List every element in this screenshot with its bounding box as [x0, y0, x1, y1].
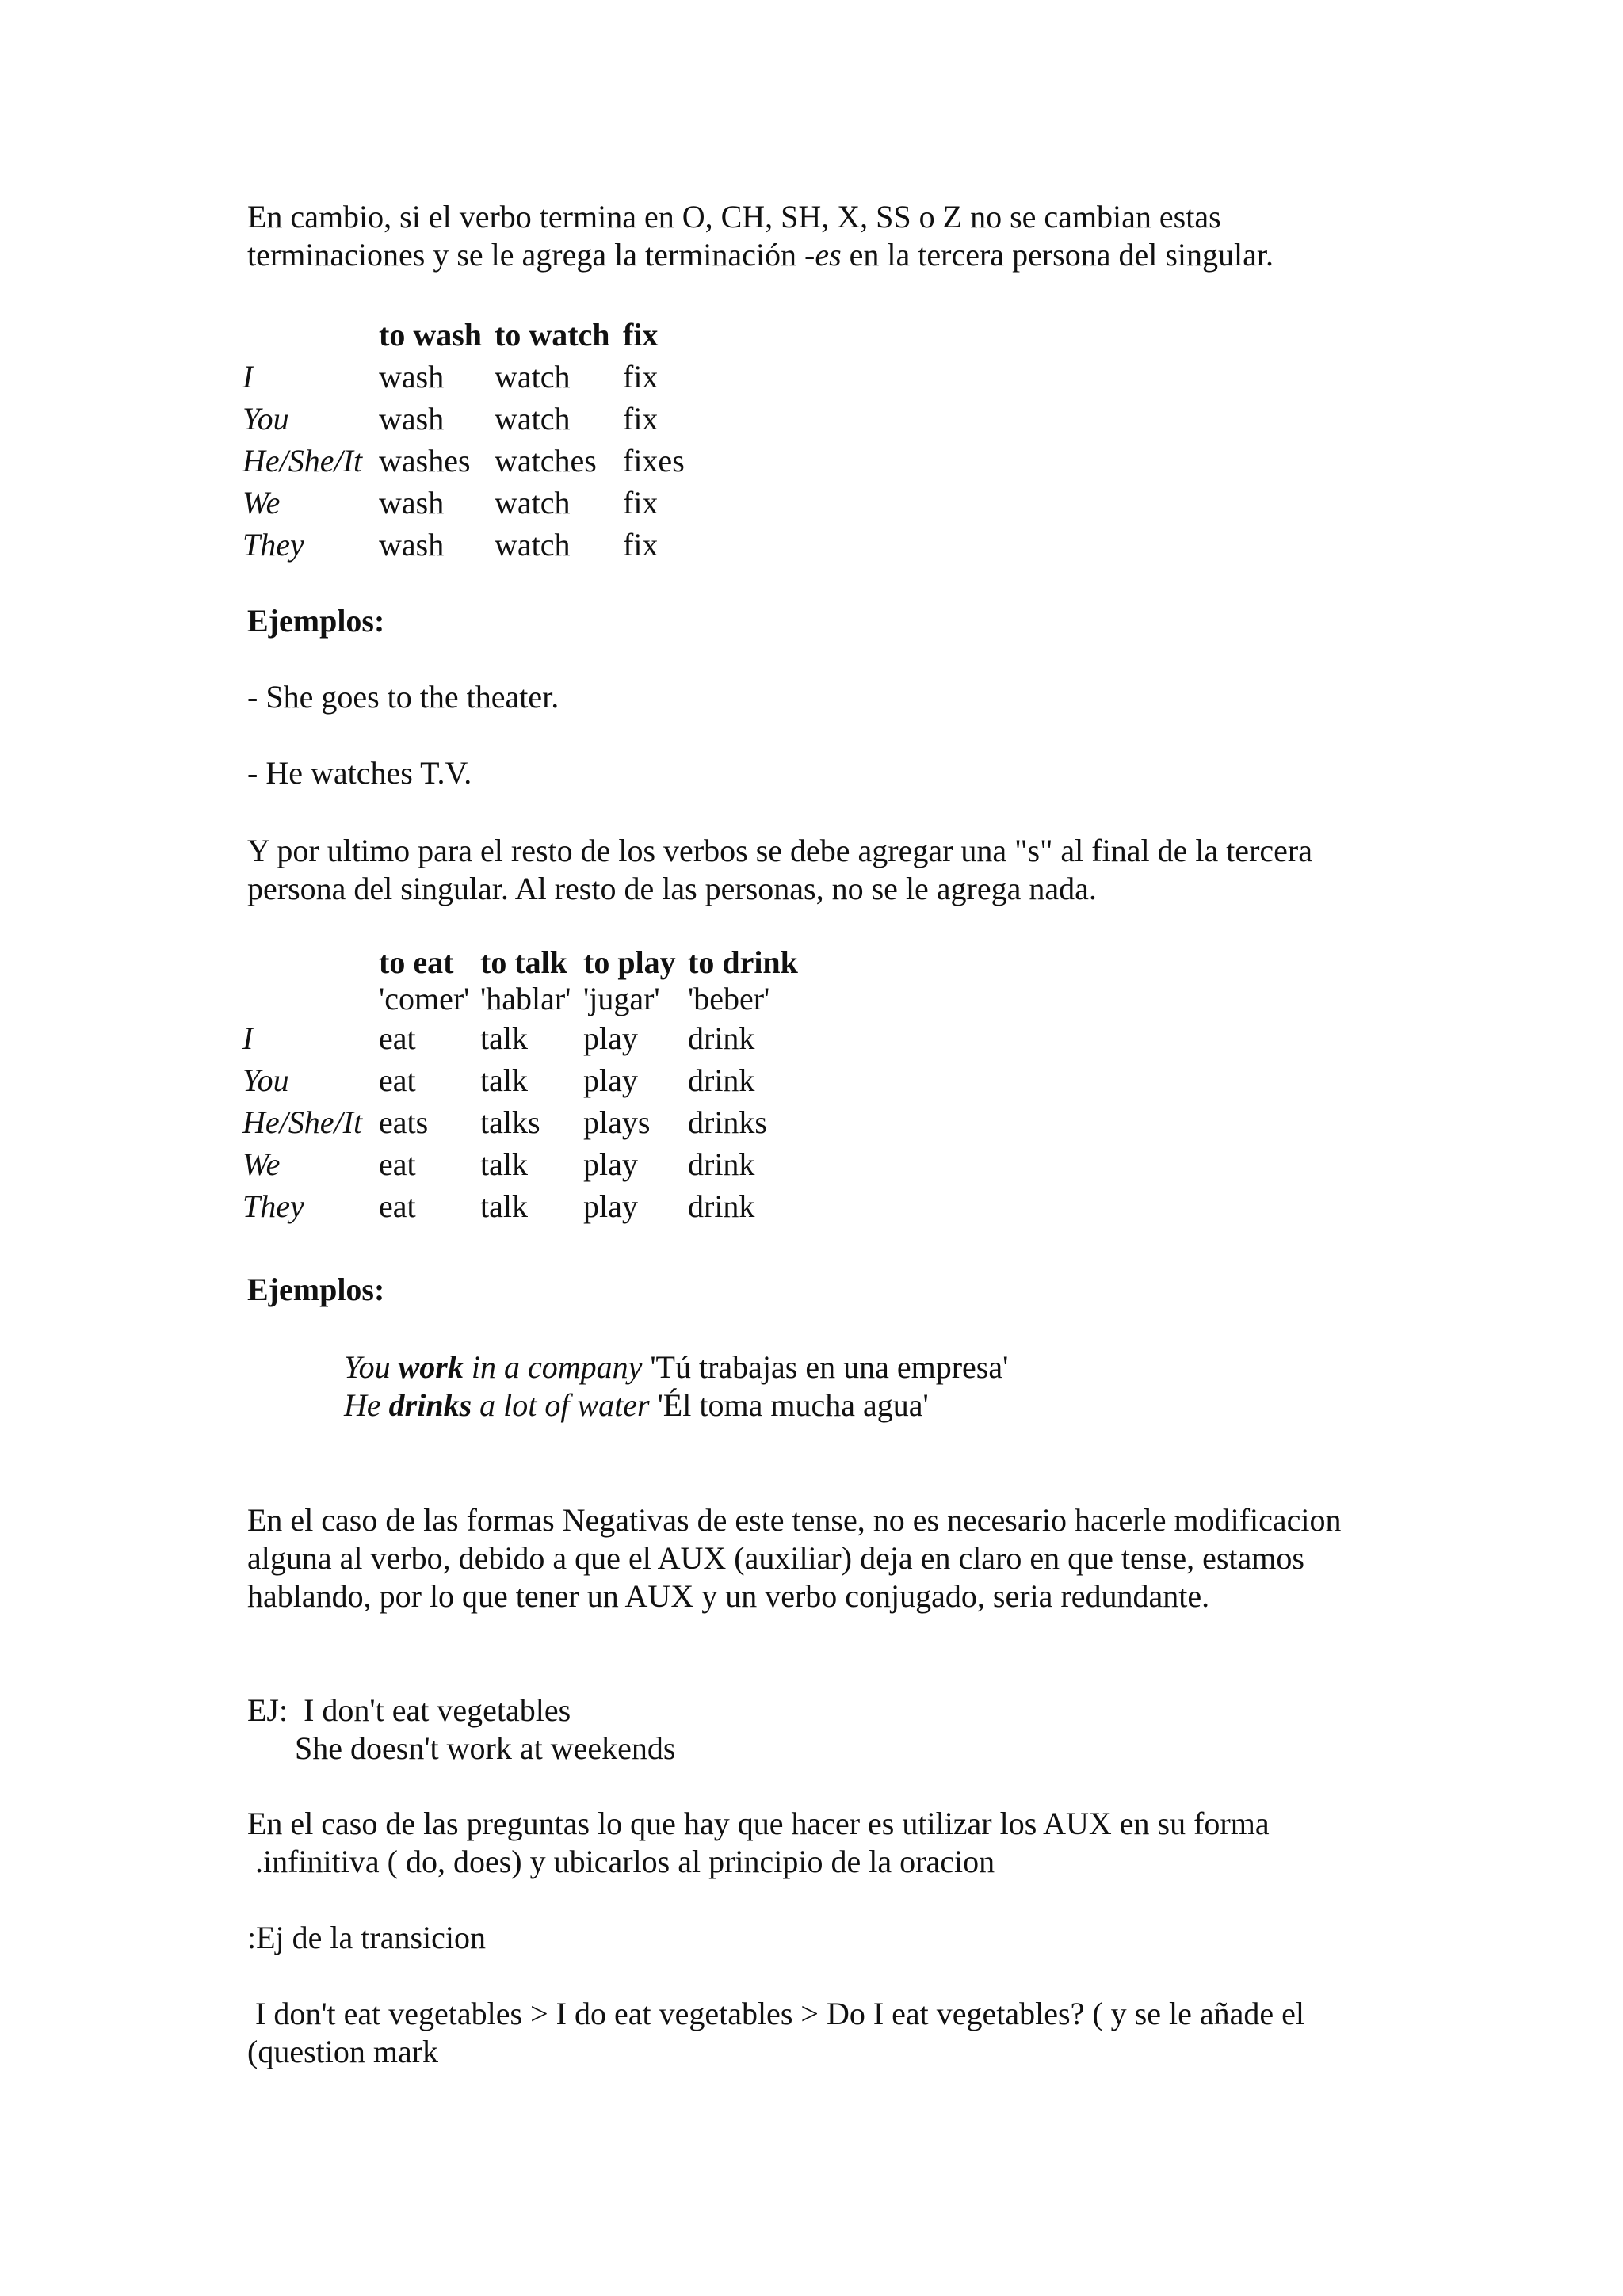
person-cell: He/She/It — [242, 1104, 363, 1140]
examples-heading: Ejemplos: — [247, 1272, 385, 1307]
translation-cell: 'jugar' — [583, 981, 660, 1016]
verb-cell: plays — [583, 1104, 651, 1140]
verb-cell: eats — [379, 1104, 429, 1140]
translation-row — [242, 981, 799, 1017]
verb-cell: wash — [379, 401, 445, 437]
verb-cell: play — [583, 1188, 638, 1224]
table-row — [242, 482, 702, 524]
person-cell: You — [242, 1062, 289, 1098]
intro-line-1: En cambio, si el verbo termina en O, CH, SH, X, SS o Z no se cambian estas — [247, 199, 1221, 235]
questions-paragraph: En el caso de las preguntas lo que hay que hacer es utilizar los AUX en su forma .infinitiva ( do, does) y ubicarlos al principio de la oracion — [247, 1806, 1270, 1879]
verb-cell: watch — [495, 527, 571, 563]
intro-line-2-start: terminaciones y se le agrega la terminación — [247, 237, 805, 273]
verb-cell: washes — [379, 443, 471, 479]
example-sentences-italic — [344, 1348, 1008, 1425]
rule-line-1: Y por ultimo para el resto de los verbos se debe agregar una "s" al final de la tercera — [247, 833, 1312, 868]
table-row — [242, 1101, 799, 1143]
verb-cell: wash — [379, 527, 445, 563]
person-cell: You — [242, 401, 289, 437]
table-row — [242, 356, 702, 398]
verb-cell: talk — [480, 1020, 528, 1056]
conjugation-table-eat-talk-play-drink — [242, 944, 799, 1227]
table-row — [242, 440, 702, 482]
header-cell: to eat — [379, 944, 454, 980]
intro-paragraph — [247, 198, 1274, 274]
table-row — [242, 524, 702, 566]
verb-cell: talk — [480, 1062, 528, 1098]
verb-cell: wash — [379, 485, 445, 521]
verb-cell: eat — [379, 1020, 416, 1056]
verb-cell: drink — [688, 1062, 755, 1098]
conjugation-table-wash-watch-fix — [242, 314, 702, 566]
rule-paragraph — [247, 832, 1312, 908]
person-cell: We — [242, 485, 281, 521]
verb-cell: watches — [495, 443, 597, 479]
header-cell: to talk — [480, 944, 567, 980]
transition-example: I don't eat vegetables > I do eat vegetables > Do I eat vegetables? ( y se le añade el (question mark — [247, 1996, 1304, 2069]
verb-cell: play — [583, 1146, 638, 1182]
verb-cell: watch — [495, 401, 571, 437]
translation-cell: 'hablar' — [480, 981, 571, 1016]
verb-cell: talk — [480, 1188, 528, 1224]
verb-cell: talk — [480, 1146, 528, 1182]
verb-cell: eat — [379, 1188, 416, 1224]
header-cell: to play — [583, 944, 676, 980]
person-cell: I — [242, 359, 254, 395]
header-cell: to watch — [495, 317, 610, 353]
verb-cell: play — [583, 1062, 638, 1098]
person-cell: I — [242, 1020, 254, 1056]
verb-cell: fix — [623, 359, 659, 395]
transition-label: :Ej de la transicion — [247, 1920, 487, 1955]
table-row — [242, 1143, 799, 1185]
person-cell: They — [242, 527, 304, 563]
person-cell: We — [242, 1146, 281, 1182]
table-row — [242, 1059, 799, 1101]
example-2: He drinks a lot of water 'Él toma mucha agua' — [344, 1387, 929, 1423]
table-header-row — [242, 314, 702, 356]
translation-cell: 'beber' — [688, 981, 770, 1016]
negative-examples: EJ: I don't eat vegetables She doesn't work at weekends — [247, 1692, 676, 1766]
example-sentence: - She goes to the theater. — [247, 679, 559, 715]
person-cell: He/She/It — [242, 443, 363, 479]
verb-cell: wash — [379, 359, 445, 395]
verb-cell: eat — [379, 1146, 416, 1182]
examples-heading: Ejemplos: — [247, 603, 385, 639]
header-cell: fix — [623, 317, 659, 353]
verb-cell: talks — [480, 1104, 540, 1140]
verb-cell: play — [583, 1020, 638, 1056]
verb-cell: fix — [623, 527, 659, 563]
verb-cell: fix — [623, 401, 659, 437]
intro-line-2-end: en la tercera persona del singular. — [841, 237, 1274, 273]
negative-paragraph: En el caso de las formas Negativas de este tense, no es necesario hacerle modificacion alguna al verbo, debido a que el AUX (auxiliar) deja en claro en que tense, estamos hablando, por lo que tener un AUX y un verbo conjugado, seria redundante. — [247, 1502, 1342, 1614]
verb-cell: fix — [623, 485, 659, 521]
table-row — [242, 398, 702, 440]
header-cell: to wash — [379, 317, 483, 353]
verb-cell: drink — [688, 1188, 755, 1224]
table-row — [242, 1185, 799, 1227]
rule-line-2: persona del singular. Al resto de las personas, no se le agrega nada. — [247, 871, 1097, 906]
person-cell: They — [242, 1188, 304, 1224]
es-suffix: -es — [804, 237, 842, 273]
table-header-row — [242, 944, 799, 981]
table-row — [242, 1017, 799, 1059]
translation-cell: 'comer' — [379, 981, 470, 1016]
verb-cell: drink — [688, 1146, 755, 1182]
verb-cell: drinks — [688, 1104, 767, 1140]
example-1: You work in a company 'Tú trabajas en una empresa' — [344, 1349, 1009, 1385]
verb-cell: watch — [495, 359, 571, 395]
verb-cell: eat — [379, 1062, 416, 1098]
verb-cell: drink — [688, 1020, 755, 1056]
verb-cell: fixes — [623, 443, 685, 479]
verb-cell: watch — [495, 485, 571, 521]
header-cell: to drink — [688, 944, 798, 980]
example-sentence: - He watches T.V. — [247, 755, 472, 791]
